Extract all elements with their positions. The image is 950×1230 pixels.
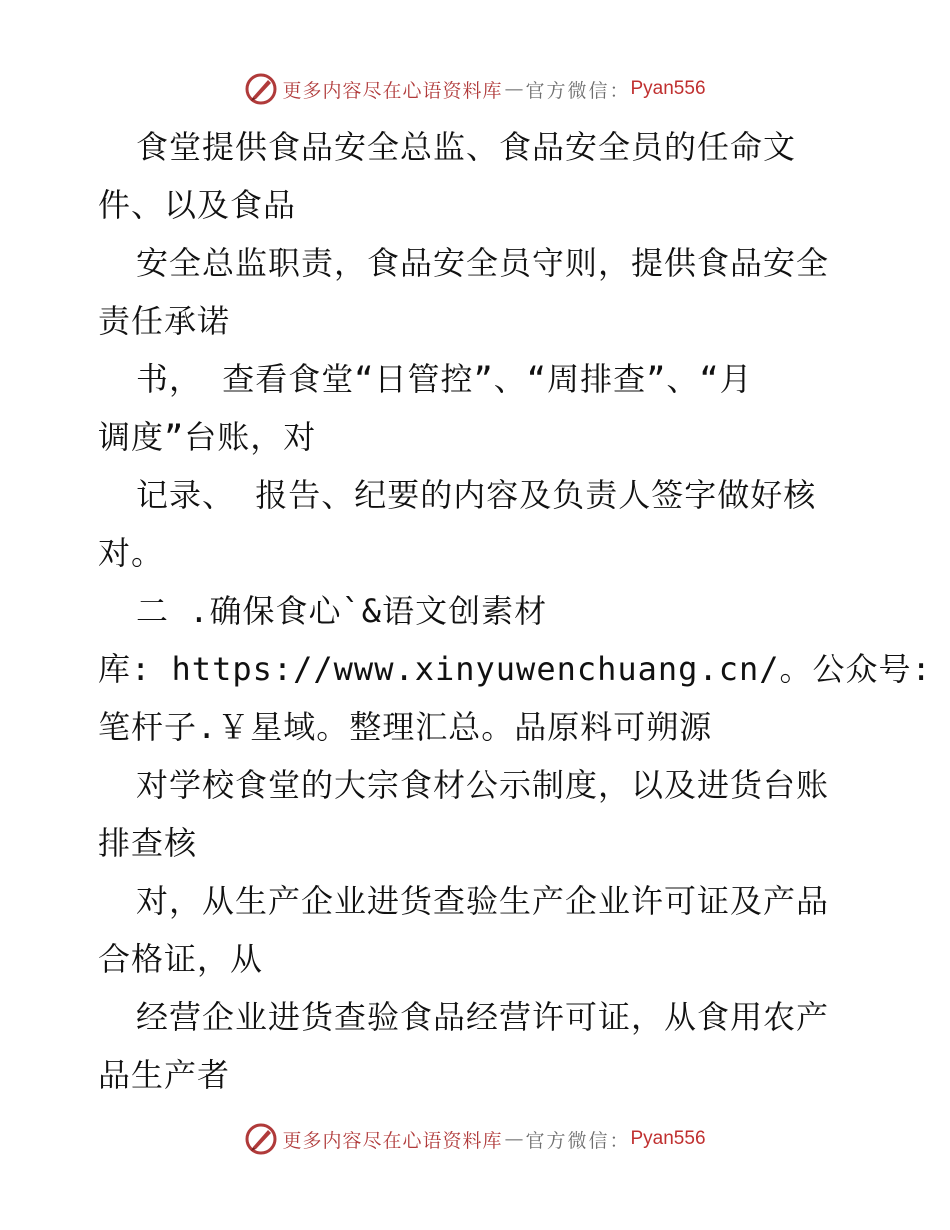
body-line: 记录、 报告、纪要的内容及负责人签字做好核 bbox=[136, 476, 817, 514]
banner-site-text: 更多内容尽在心语资料库 bbox=[282, 1129, 503, 1152]
quill-logo-icon bbox=[244, 1122, 278, 1156]
body-line: 食堂提供食品安全总监、食品安全员的任命文 bbox=[136, 128, 797, 166]
body-line: 库: https://www.xinyuwenchuang.cn/。公众号: bbox=[98, 650, 932, 688]
header-banner bbox=[0, 72, 950, 106]
body-line: 责任承诺 bbox=[98, 302, 231, 340]
banner-wechat-handle: Pyan556 bbox=[630, 1128, 706, 1149]
body-line: 书， 查看食堂“日管控”、“周排查”、“月 bbox=[136, 360, 753, 398]
banner-dash: — bbox=[504, 78, 524, 100]
banner-official-label: 官方微信： bbox=[525, 1129, 631, 1152]
body-line: 合格证，从 bbox=[98, 940, 264, 978]
body-line: 品生产者 bbox=[98, 1056, 231, 1094]
body-line: 对学校食堂的大宗食材公示制度，以及进货台账 bbox=[136, 766, 830, 804]
body-line: 件、以及食品 bbox=[98, 186, 297, 224]
footer-banner bbox=[0, 1122, 950, 1156]
body-line: 安全总监职责，食品安全员守则，提供食品安全 bbox=[136, 244, 830, 282]
document-body bbox=[98, 118, 932, 1104]
quill-logo-icon bbox=[244, 72, 278, 106]
body-line: 笔杆子.￥星域。整理汇总。品原料可朔源 bbox=[98, 708, 713, 746]
banner-site-text: 更多内容尽在心语资料库 bbox=[282, 79, 503, 102]
banner-dash: — bbox=[504, 1128, 524, 1150]
body-line: 排查核 bbox=[98, 824, 198, 862]
body-line: 对。 bbox=[98, 534, 165, 572]
banner-wechat-handle: Pyan556 bbox=[630, 78, 706, 99]
banner-official-label: 官方微信： bbox=[525, 79, 631, 102]
body-line: 经营企业进货查验食品经营许可证，从食用农产 bbox=[136, 998, 830, 1036]
body-line: 对，从生产企业进货查验生产企业许可证及产品 bbox=[136, 882, 830, 920]
section-heading: 二 .确保食心`&语文创素材 bbox=[136, 592, 548, 630]
body-line: 调度”台账，对 bbox=[98, 418, 317, 456]
